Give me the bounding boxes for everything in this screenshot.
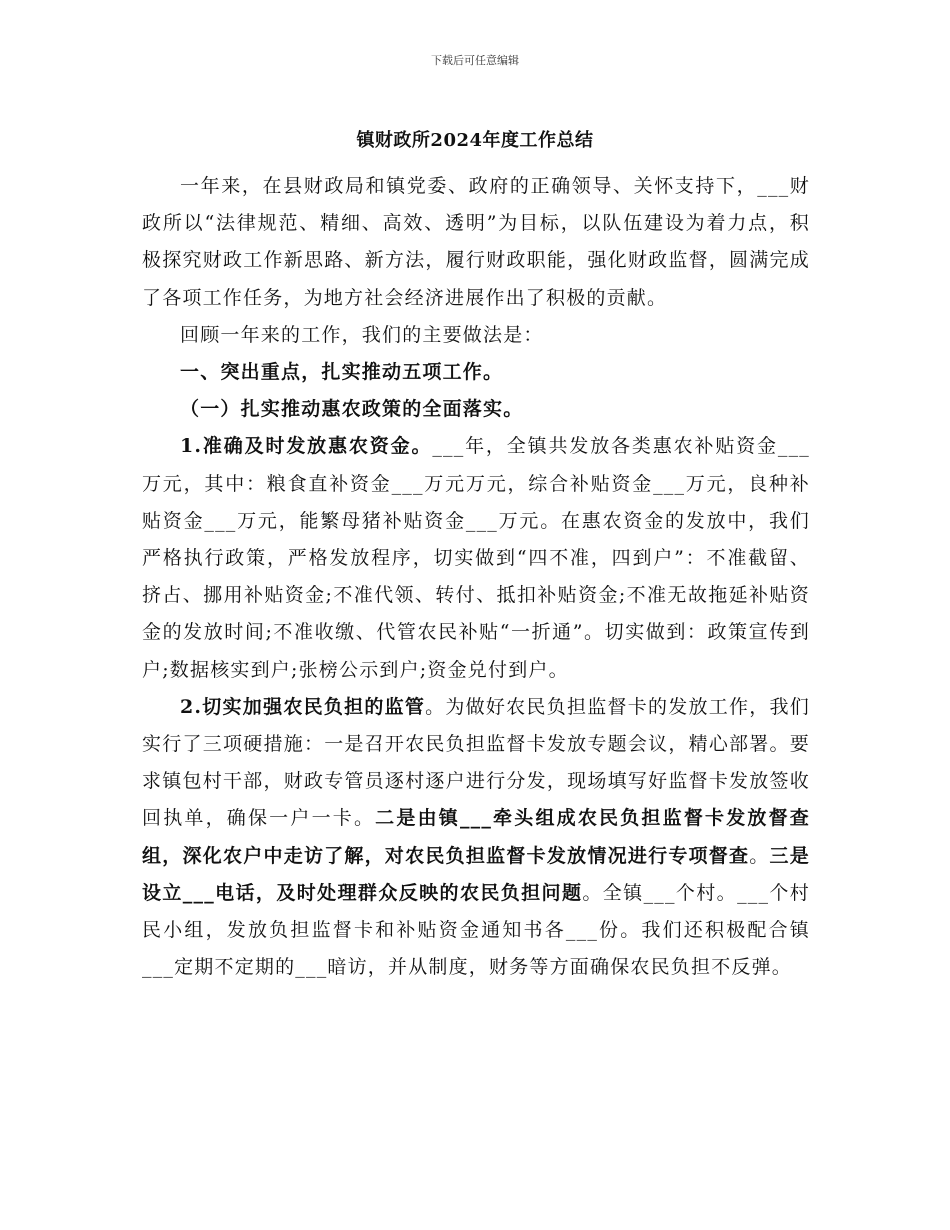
item-2-bold-2: 二是由镇___牵头组成农民负担监督卡发放督查组，深化农户中走访了解，对农民负担监督卡发放情况进行专项督查 xyxy=(142,807,811,867)
item-1-text: ___年，全镇共发放各类惠农补贴资金___万元，其中：粮食直补资金___万元万元，综合补贴资金___万元，良种补贴资金___万元，能繁母猪补贴资金___万元。在惠农资金的发放中，我们严格执行政策，严格发放程序，切实做到“四不准，四到户”：不准截留、挤占、挪用补贴资金;不准代领、转付、抵扣补贴资金;不准无故拖延补贴资金的发放时间;不准收缴、代管农民补贴“一折通”。切实做到：政策宣传到户;数据核实到户;张榜公示到户;资金兑付到户。 xyxy=(142,435,811,681)
item-2-text-2: 。 xyxy=(749,844,770,867)
paragraph-item-1 xyxy=(142,428,810,688)
item-2-bold-3: 三是设立___电话，及时处理群众反映的农民负担问题 xyxy=(142,844,810,904)
paragraph-review: 回顾一年来的工作，我们的主要做法是： xyxy=(180,323,544,346)
subsection-heading-1: （一）扎实推动惠农政策的全面落实。 xyxy=(180,398,524,421)
paragraph-intro: 一年来，在县财政局和镇党委、政府的正确领导、关怀支持下，___财政所以“法律规范、精细、高效、透明”为目标，以队伍建设为着力点，积极探究财政工作新思路、新方法，履行财政职能，强化财政监督，圆满完成了各项工作任务，为地方社会经济进展作出了积极的贡献。 xyxy=(142,175,810,309)
paragraph-item-2 xyxy=(142,689,810,987)
item-2-text-3: 。全镇___个村。___个村民小组，发放负担监督卡和补贴资金通知书各___份。我们还积极配合镇___定期不定期的___暗访，并从制度，财务等方面确保农民负担不反弹。 xyxy=(142,881,810,979)
section-heading-1: 一、突出重点，扎实推动五项工作。 xyxy=(180,361,504,384)
document-body xyxy=(142,168,810,986)
item-2-text-1: 。为做好农民负担监督卡的发放工作，我们实行了三项硬措施：一是召开农民负担监督卡发放专题会议，精心部署。要求镇包村干部，财政专管员逐村逐户进行分发，现场填写好监督卡发放签收回执单，确保一户一卡。 xyxy=(142,695,810,830)
item-1-heading: 1.准确及时发放惠农资金。 xyxy=(180,435,433,458)
page-header: 下载后可任意编辑 xyxy=(431,54,519,67)
item-2-heading: 2.切实加强农民负担的监管 xyxy=(180,695,426,718)
document-title: 镇财政所2024年度工作总结 xyxy=(356,130,594,151)
